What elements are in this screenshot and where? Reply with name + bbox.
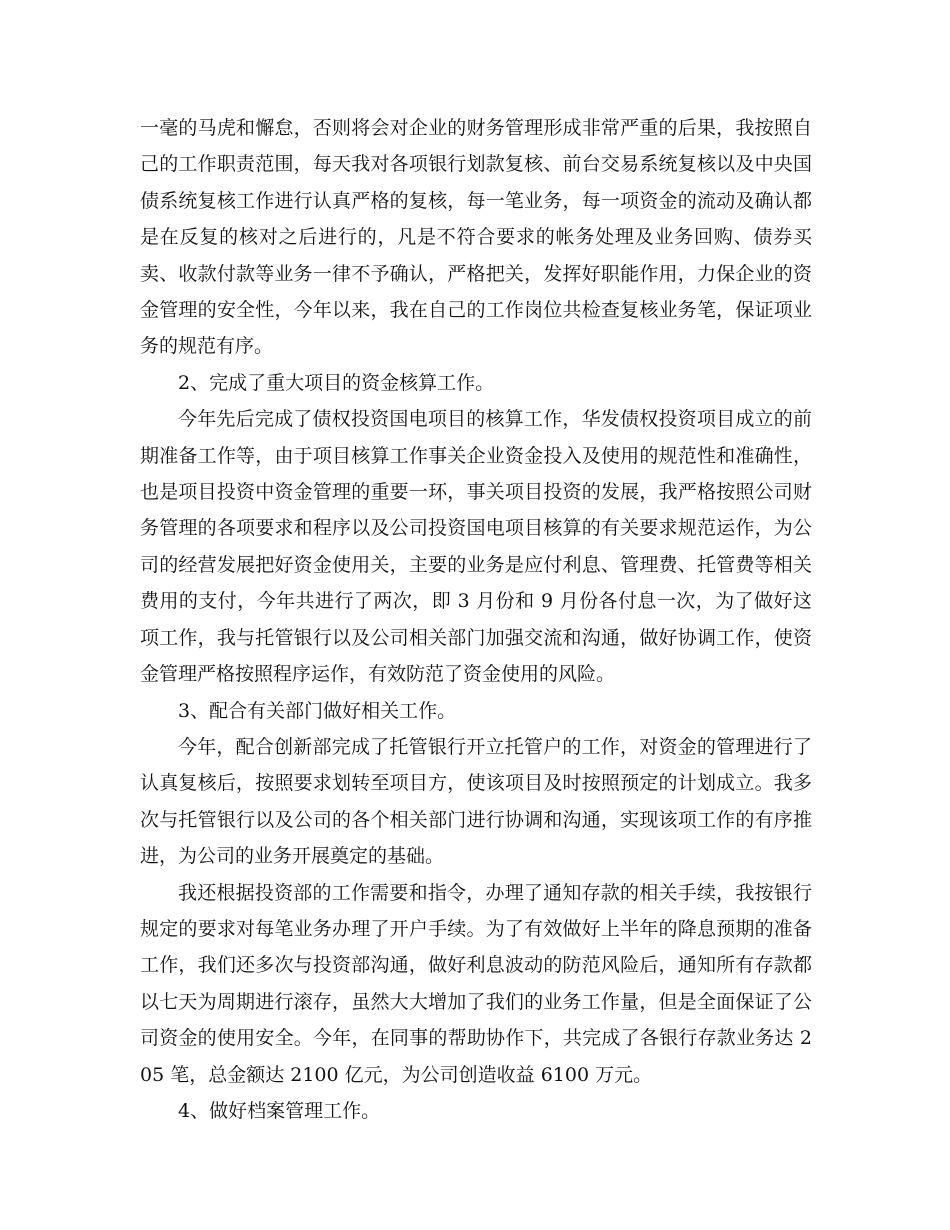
paragraph-continuation: 一毫的马虎和懈怠，否则将会对企业的财务管理形成非常严重的后果，我按照自己的工作职责范围，每天我对各项银行划款复核、前台交易系统复核以及中央国债系统复核工作进行认真严格的复核，每一笔业务，每一项资金的流动及确认都是在反复的核对之后进行的，凡是不符合要求的帐务处理及业务回购、债券买卖、收款付款等业务一律不予确认，严格把关，发挥好职能作用，力保企业的资金管理的安全性，今年以来，我在自己的工作岗位共检查复核业务笔，保证项业务的规范有序。 — [140, 117, 812, 358]
paragraph-notice-deposits: 我还根据投资部的工作需要和指令，办理了通知存款的相关手续，我按银行规定的要求对每笔业务办理了开户手续。为了有效做好上半年的降息预期的准备工作，我们还多次与投资部沟通，做好利息波动的防范风险后，通知所有存款都以七天为周期进行滚存，虽然大大增加了我们的业务工作量，但是全面保证了公司资金的使用安全。今年，在同事的帮助协作下，共完成了各银行存款业务达 205 笔，总金额达 2100 亿元，为公司创造收益 6100 万元。 — [140, 881, 812, 1086]
document-body — [140, 110, 812, 1129]
paragraph-project-accounting: 今年先后完成了债权投资国电项目的核算工作，华发债权投资项目成立的前期准备工作等，由于项目核算工作事关企业资金投入及使用的规范性和准确性，也是项目投资中资金管理的重要一环，事关项目投资的发展，我严格按照公司财务管理的各项要求和程序以及公司投资国电项目核算的有关要求规范运作，为公司的经营发展把好资金使用关，主要的业务是应付利息、管理费、托管费等相关费用的支付，今年共进行了两次，即 3 月份和 9 月份各付息一次，为了做好这项工作，我与托管银行以及公司相关部门加强交流和沟通，做好协调工作，使资金管理严格按照程序运作，有效防范了资金使用的风险。 — [140, 408, 812, 686]
section-heading-3: 3、配合有关部门做好相关工作。 — [178, 699, 457, 722]
section-heading-4: 4、做好档案管理工作。 — [178, 1099, 381, 1122]
section-heading-2: 2、完成了重大项目的资金核算工作。 — [178, 371, 495, 394]
paragraph-custody-account: 今年，配合创新部完成了托管银行开立托管户的工作，对资金的管理进行了认真复核后，按照要求划转至项目方，使该项目及时按照预定的计划成立。我多次与托管银行以及公司的各个相关部门进行协调和沟通，实现该项工作的有序推进，为公司的业务开展奠定的基础。 — [140, 735, 812, 868]
